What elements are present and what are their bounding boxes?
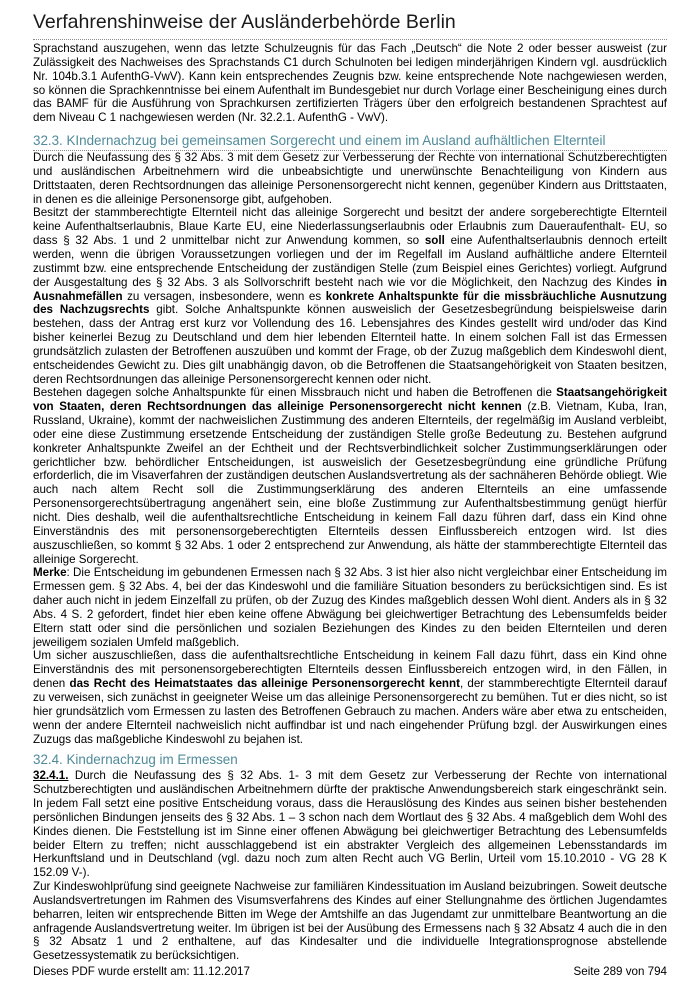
- emphasis-missbrauch: konkrete Anhaltspunkte für die missbräuchliche Ausnutzung des Nachzugsrechts: [33, 289, 667, 317]
- section-32-3-paragraph-1: Durch die Neufassung des § 32 Abs. 3 mit dem Gesetz zur Verbesserung der Rechte von international Schutzberechtigten und ausländischen Arbeitnehmern wird die unbeabsichtigte und unerwünschte Benachteiligung von Kindern aus Drittstaaten, deren Rechtsordnungen das alleinige Personensorgerecht nicht kennen, gegenüber Kindern aus Drittstaaten, in denen es die alleinige Personensorge gibt, aufgehoben.: [33, 151, 667, 206]
- section-32-3-paragraph-5: Um sicher auszuschließen, dass die aufenthaltsrechtliche Entscheidung in keinem Fall dazu führt, dass ein Kind ohne Einverständnis des mit personensorgeberechtigten Elternteils dessen Einflussbereich entzogen wird, in den Fällen, in denen das Recht des Heimatstaates das alleinige Personensorgerecht kennt, der stammberechtigte Elternteil darauf zu verweisen, sich zunächst in geeigneter Weise um das alleinige Personensorgerecht zu bemühen. Tut er dies nicht, so ist hier grundsätzlich vom Ermessen zu lasten des Betroffenen Gebrauch zu machen. Anders wäre aber etwa zu entscheiden, wenn der andere Elternteil nachweislich nicht auffindbar ist und nach eingehender Prüfung bzgl. der Auswirkungen eines Zuzugs das maßgebliche Kindeswohl zu bejahen ist.: [33, 649, 667, 746]
- footer-page-number: Seite 289 von 794: [573, 965, 667, 978]
- section-heading-32-3: 32.3. KIndernachzug bei gemeinsamen Sorgerecht und einem im Ausland aufhältlichen Elternteil: [33, 132, 667, 151]
- section-heading-32-4: 32.4. Kindernachzug im Ermessen: [33, 752, 238, 768]
- section-32-4-paragraph-2: Zur Kindeswohlprüfung sind geeignete Nachweise zur familiären Kindessituation im Ausland beizubringen. Soweit deutsche Auslandsvertretungen im Rahmen des Visumsverfahrens des Kindes auf einer Stellungnahme des örtlichen Jugendamtes beharren, leiten wir entsprechende Bitten im Wege der Amtshilfe an das Jugendamt zur unmittelbare Beantwortung an die anfragende Auslandsvertretung weiter. Im übrigen ist bei der Ausübung des Ermessens nach § 32 Absatz 4 auch die in den § 32 Absatz 1 und 2 enthaltene, auf das Kindesalter und die individuelle Integrationsprognose abstellende Gesetzessystematik zu berücksichtigen.: [33, 880, 667, 963]
- emphasis-staatsangehoerigkeit: Staatsangehörigkeit von Staaten, deren Rechtsordnungen das alleinige Personensorgerecht nicht kennen: [33, 386, 667, 414]
- page-header: Verfahrenshinweise der Ausländerbehörde Berlin: [33, 9, 667, 40]
- section-32-3-paragraph-2: Besitzt der stammberechtigte Elternteil nicht das alleinige Sorgerecht und besitzt der andere sorgeberechtigte Elternteil keine Aufenthaltserlaubnis, Blaue Karte EU, eine Niederlassungserlaubnis oder Erlaubnis zum Daueraufenthalt- EU, so dass § 32 Abs. 1 und 2 unmittelbar nicht zur Anwendung kommen, so soll eine Aufenthaltserlaubnis dennoch erteilt werden, wenn die übrigen Voraussetzungen vorliegen und der im Regelfall im Ausland aufhältliche andere Elternteil zustimmt bzw. eine entsprechende Entscheidung der zuständigen Stelle (zum Beispiel eines Gerichtes) vorliegt. Aufgrund der Ausgestaltung des § 32 Abs. 3 als Sollvorschrift besteht nach wie vor die Möglichkeit, den Nachzug des Kindes in Ausnahmefällen zu versagen, insbesondere, wenn es konkrete Anhaltspunkte für die missbräuchliche Ausnutzung des Nachzugsrechts gibt. Solche Anhaltspunkte können ausweislich der Gesetzesbegründung beispielsweise darin bestehen, dass der Antrag erst kurz vor Vollendung des 16. Lebensjahres des Kindes gestellt wird und/oder das Kind bisher keinerlei Bezug zu Deutschland und dem hier lebenden Elternteil hatte. In einem solchen Fall ist das Ermessen grundsätzlich zulasten der Betroffenen auszuüben und kommt der Frage, ob der Zuzug maßgeblich dem Kindeswohl dient, entscheidendes Gewicht zu. Dies gilt unabhängig davon, ob die Betroffenen die Staatsangehörigkeit von Staaten besitzen, deren Rechtsordnungen das alleinige Personensorgerecht kennen oder nicht.: [33, 206, 667, 386]
- emphasis-heimatstaat: das Recht des Heimatstaates das alleinige Personensorgerecht kennt: [69, 677, 460, 691]
- page-content: [33, 40, 667, 963]
- section-32-3-paragraph-3: Bestehen dagegen solche Anhaltspunkte für einen Missbrauch nicht und haben die Betroffenen die Staatsangehörigkeit von Staaten, deren Rechtsordnungen das alleinige Personensorgerecht nicht kennen (z.B. Vietnam, Kuba, Iran, Russland, Ukraine), kommt der nachweislichen Zustimmung des anderen Elternteils, der regelmäßig im Ausland verbleibt, oder eine diese Zustimmung ersetzende Entscheidung der zuständigen Stelle große Bedeutung zu. Bestehen aufgrund konkreter Anhaltspunkte Zweifel an der Echtheit und der Rechtsverbindlichkeit solcher Zustimmungserklärungen oder gerichtlicher bzw. behördlicher Entscheidungen, ist ausweislich der Gesetzesbegründung eine gründliche Prüfung erforderlich, die im Visaverfahren der zuständigen deutschen Auslandsvertretung als der sachnäheren Behörde obliegt. Wie auch nach altem Recht soll die Zustimmungserklärung des anderen Elternteils an eine umfassende Personensorgerechtsübertragung angenähert sein, eine bloße Zustimmung zur Aufenthaltsbestimmung genügt hierfür nicht. Dies deshalb, weil die aufenthaltsrechtliche Entscheidung in keinem Fall dazu führen darf, dass ein Kind ohne Einverständnis des mit personensorgeberechtigten Elternteils dessen Einflussbereich entzogen wird. Ist dies auszuschließen, so kommt § 32 Abs. 1 oder 2 entsprechend zur Anwendung, als hätte der stammberechtigte Elternteil das alleinige Sorgerecht.: [33, 386, 668, 566]
- emphasis-merke: Merke: [33, 566, 67, 580]
- section-32-4-paragraph-1: 32.4.1. Durch die Neufassung des § 32 Abs. 1- 3 mit dem Gesetz zur Verbesserung der Rechte von international Schutzberechtigten und ausländischen Arbeitnehmern dürfte der praktische Anwendungsbereich stark eingeschränkt sein. In jedem Fall setzt eine positive Entscheidung voraus, dass die Herauslösung des Kindes aus seinen bisher bestehenden persönlichen Bindungen jenseits des § 32 Abs. 1 – 3 schon nach dem Wortlaut des § 32 Abs. 4 maßgeblich dem Wohl des Kindes dienen. Die Feststellung ist im Sinne einer offenen Abwägung bei gleichwertiger Betrachtung des Lebensumfelds beider Eltern zu treffen; nicht ausschlaggebend ist ein abstrakter Vergleich des allgemeinen Lebensstandards im Herkunftsland und in Deutschland (vgl. dazu noch zum alten Recht auch VG Berlin, Urteil vom 15.10.2010 - VG 28 K 152.09 V-).: [33, 769, 667, 880]
- section-ref-32-4-1: 32.4.1.: [33, 769, 69, 783]
- emphasis-soll: soll: [424, 234, 445, 248]
- intro-paragraph: Sprachstand auszugehen, wenn das letzte Schulzeugnis für das Fach „Deutsch“ die Note 2 oder besser ausweist (zur Zulässigkeit des Nachweises des Sprachstands C1 durch Schulnoten bei ledigen minderjährigen Kindern vgl. ausdrücklich Nr. 104b.3.1 AufenthG-VwV). Kann kein entsprechendes Zeugnis bzw. keine entsprechende Note nachgewiesen werden, so können die Sprachkenntnisse bei einem Aufenthalt im Bundesgebiet nur durch Vorlage einer Bescheinigung eines durch das BAMF für die Ausführung von Sprachkursen zertifizierten Trägers über den erfolgreich bestandenen Sprachtest auf dem Niveau C 1 nachgewiesen werden (Nr. 32.2.1. AufenthG - VwV).: [33, 42, 667, 125]
- footer-created-date: Dieses PDF wurde erstellt am: 11.12.2017: [33, 965, 250, 978]
- page-footer: [33, 965, 667, 979]
- section-32-3-paragraph-4: Merke: Die Entscheidung im gebundenen Ermessen nach § 32 Abs. 3 ist hier also nicht vergleichbar einer Entscheidung im Ermessen gem. § 32 Abs. 4, bei der das Kindeswohl und die familiäre Situation besonders zu berücksichtigen sind. Es ist daher auch nicht in jedem Einzelfall zu prüfen, ob der Zuzug des Kindes maßgeblich dessen Wohl dient. Anders als in § 32 Abs. 4 S. 2 gefordert, findet hier eben keine offene Abwägung bei gleichwertiger Betrachtung des Lebensumfelds beider Eltern statt oder sind die persönlichen und sozialen Beziehungen des Kindes zu den beiden Elternteilen und deren jeweiligem sozialen Umfeld maßgeblich.: [33, 566, 667, 649]
- emphasis-ausnahmefaelle: in Ausnahmefällen: [33, 275, 667, 303]
